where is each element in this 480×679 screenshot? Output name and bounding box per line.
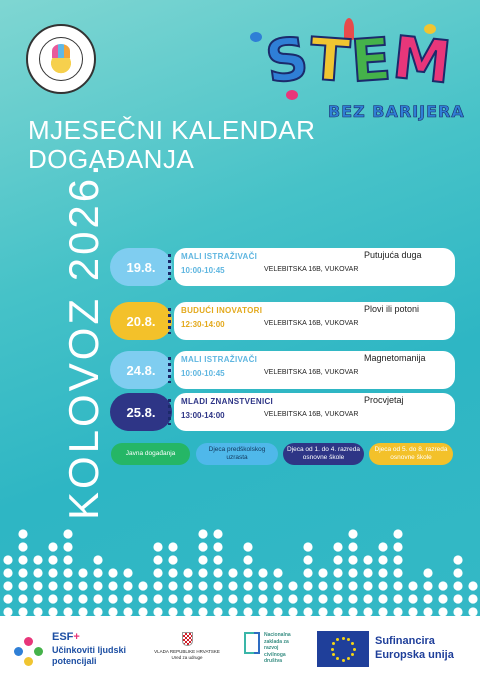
decorative-dot [33, 568, 42, 577]
esf-subtitle-line: Učinkoviti ljudski [52, 645, 127, 655]
decorative-dot [108, 581, 117, 590]
decorative-dot [303, 568, 312, 577]
decorative-dot [393, 529, 402, 538]
decorative-dot [423, 581, 432, 590]
decorative-dot [93, 581, 102, 590]
event-address: VELEBITSKA 16B, VUKOVAR [264, 369, 359, 376]
eu-text-line: Sufinancira [375, 635, 435, 647]
government-name: VLADA REPUBLIKE HRVATSKE [154, 649, 220, 654]
office-name: Ured za udruge [171, 655, 203, 660]
event-row [110, 351, 455, 389]
foundation-name-line: civilnoga [264, 651, 286, 658]
decorative-dot [348, 581, 357, 590]
decorative-dot [333, 542, 342, 551]
eu-star-icon [347, 657, 350, 660]
decorative-dot [153, 555, 162, 564]
decorative-dot [288, 594, 297, 603]
eu-star-icon [342, 637, 345, 640]
stem-logo [246, 18, 468, 128]
decorative-dot [288, 581, 297, 590]
decorative-dot [378, 568, 387, 577]
association-seal-logo [26, 24, 96, 94]
decorative-dot-pattern [0, 528, 480, 618]
decorative-dot [48, 594, 57, 603]
footer [0, 616, 480, 679]
decorative-dot [453, 555, 462, 564]
decorative-dot [138, 594, 147, 603]
eu-star-icon [332, 653, 335, 656]
decorative-dot [3, 568, 12, 577]
decorative-dot [33, 581, 42, 590]
decorative-dot [168, 581, 177, 590]
government-office-logo [152, 632, 222, 661]
event-address: VELEBITSKA 16B, VUKOVAR [264, 411, 359, 418]
decorative-dot [318, 594, 327, 603]
decorative-dot [63, 555, 72, 564]
esf-flower-icon [14, 637, 44, 667]
event-card [174, 248, 455, 286]
esf-title-text: ESF [52, 631, 74, 643]
decorative-dot [468, 581, 477, 590]
decorative-dot [408, 594, 417, 603]
legend-grades-1-4: Djeca od 1. do 4. razreda osnovne škole [283, 443, 364, 465]
decorative-dot [333, 555, 342, 564]
event-time: 12:30-14:00 [181, 320, 225, 329]
event-address: VELEBITSKA 16B, VUKOVAR [264, 320, 359, 327]
decorative-dot [303, 555, 312, 564]
decorative-dot [63, 568, 72, 577]
decorative-dot [18, 594, 27, 603]
event-date-pill: 20.8. [110, 302, 172, 340]
decorative-dot [468, 594, 477, 603]
decorative-dot [18, 542, 27, 551]
event-time: 10:00-10:45 [181, 369, 225, 378]
decorative-dot [183, 594, 192, 603]
event-name: MALI ISTRAŽIVAČI [181, 355, 258, 364]
decorative-dot [48, 568, 57, 577]
decorative-dot [213, 555, 222, 564]
stem-title [261, 23, 457, 97]
eu-star-icon [332, 642, 335, 645]
decorative-dot [243, 568, 252, 577]
decorative-dot [63, 542, 72, 551]
decorative-dot [168, 542, 177, 551]
eu-star-icon [336, 657, 339, 660]
decorative-dot [258, 594, 267, 603]
decorative-dot [213, 581, 222, 590]
esf-logo [14, 631, 134, 671]
decorative-dot [108, 568, 117, 577]
esf-plus: + [73, 631, 80, 643]
decorative-dot [213, 568, 222, 577]
decorative-dot [243, 594, 252, 603]
dotted-divider [168, 399, 171, 425]
decorative-dot [123, 568, 132, 577]
decorative-dot [123, 594, 132, 603]
decorative-dot [153, 542, 162, 551]
event-topic: Plovi ili potoni [364, 304, 420, 314]
month-label: KOLOVOZ 2026. [60, 161, 107, 520]
decorative-dot [93, 568, 102, 577]
decorative-dot [318, 568, 327, 577]
decorative-dot [33, 555, 42, 564]
decorative-dot [333, 581, 342, 590]
decorative-dot [108, 594, 117, 603]
decorative-dot [378, 542, 387, 551]
decorative-dot [393, 594, 402, 603]
decorative-dot [18, 568, 27, 577]
decorative-dot [243, 542, 252, 551]
decorative-dot [213, 542, 222, 551]
legend-grades-5-8: Djeca od 5. do 8. razreda osnovne škole [369, 443, 453, 465]
decorative-dot [3, 555, 12, 564]
decorative-dot [453, 594, 462, 603]
decorative-dot [48, 555, 57, 564]
event-topic: Procvjetaj [364, 395, 404, 405]
croatian-coat-of-arms-icon [182, 632, 193, 646]
decorative-dot [348, 542, 357, 551]
decorative-dot [63, 594, 72, 603]
decorative-dot [228, 568, 237, 577]
decorative-dot [333, 568, 342, 577]
decorative-dot [258, 581, 267, 590]
event-name: BUDUĆI INOVATORI [181, 306, 263, 315]
eu-flag-icon [317, 631, 369, 667]
event-date-pill: 19.8. [110, 248, 172, 286]
decorative-dot [18, 555, 27, 564]
decorative-dot [78, 594, 87, 603]
decorative-dot [168, 555, 177, 564]
title-line-2: DOGAĐANJA [28, 144, 195, 174]
decorative-dot [363, 568, 372, 577]
decorative-dot [423, 594, 432, 603]
event-row [110, 248, 455, 286]
decorative-dot [3, 581, 12, 590]
decorative-dot [18, 529, 27, 538]
eu-text-line: Europska unija [375, 649, 454, 661]
decorative-dot [303, 581, 312, 590]
decorative-dot [198, 542, 207, 551]
decorative-dot [123, 581, 132, 590]
esf-subtitle-line: potencijali [52, 656, 97, 666]
decorative-dot [198, 529, 207, 538]
stem-letter: S [261, 23, 315, 97]
decorative-dot [348, 594, 357, 603]
decorative-dot [378, 555, 387, 564]
decorative-dot [138, 581, 147, 590]
foundation-name [264, 632, 291, 665]
stem-subtitle: BEZ BARIJERA [328, 102, 465, 121]
esf-subtitle [52, 645, 126, 667]
foundation-name-line: razvoj [264, 645, 279, 651]
decorative-dot [408, 581, 417, 590]
decorative-dot [63, 581, 72, 590]
decorative-dot [93, 594, 102, 603]
eu-star-icon [351, 642, 354, 645]
decorative-dot [363, 581, 372, 590]
title-line-1: MJESEČNI KALENDAR [28, 115, 316, 145]
eu-star-icon [351, 653, 354, 656]
event-card [174, 351, 455, 389]
decorative-dot [78, 581, 87, 590]
event-row [110, 393, 455, 431]
event-card [174, 393, 455, 431]
foundation-bracket-icon [254, 632, 260, 654]
event-name: MALI ISTRAŽIVAČI [181, 252, 258, 261]
decorative-dot [93, 555, 102, 564]
event-row [110, 302, 455, 340]
stem-letter: M [389, 23, 457, 97]
decorative-dot [363, 594, 372, 603]
eu-cofunding-logo [317, 631, 462, 667]
decorative-dot [273, 594, 282, 603]
decorative-dot [438, 581, 447, 590]
foundation-name-line: Nacionalna [264, 632, 291, 638]
decorative-dot [168, 594, 177, 603]
esf-title [52, 631, 80, 643]
butterfly-seal-icon [39, 37, 83, 81]
event-time: 10:00-10:45 [181, 266, 225, 275]
decorative-dot [78, 568, 87, 577]
event-date-pill: 24.8. [110, 351, 172, 389]
decorative-dot [213, 594, 222, 603]
decorative-dot [153, 594, 162, 603]
decorative-dot [333, 594, 342, 603]
dotted-divider [168, 308, 171, 334]
decorative-dot [228, 594, 237, 603]
decorative-dot [348, 529, 357, 538]
dotted-divider [168, 357, 171, 383]
decorative-dot [273, 568, 282, 577]
decorative-dot [228, 581, 237, 590]
butterfly-icon [250, 32, 262, 42]
eu-cofunding-text [375, 634, 454, 662]
eu-star-icon [347, 638, 350, 641]
decorative-dot [348, 555, 357, 564]
decorative-dot [303, 542, 312, 551]
decorative-dot [33, 594, 42, 603]
stem-letter: T [307, 24, 354, 96]
decorative-dot [453, 568, 462, 577]
eu-star-icon [342, 659, 345, 662]
event-card [174, 302, 455, 340]
decorative-dot [348, 568, 357, 577]
decorative-dot [168, 568, 177, 577]
decorative-dot [363, 555, 372, 564]
decorative-dot [393, 542, 402, 551]
event-topic: Magnetomanija [364, 353, 426, 363]
decorative-dot [258, 568, 267, 577]
decorative-dot [183, 568, 192, 577]
decorative-dot [48, 542, 57, 551]
decorative-dot [153, 568, 162, 577]
decorative-dot [273, 581, 282, 590]
decorative-dot [198, 568, 207, 577]
decorative-dot [378, 594, 387, 603]
event-date-pill: 25.8. [110, 393, 172, 431]
event-topic: Putujuća duga [364, 250, 422, 260]
decorative-dot [198, 581, 207, 590]
eu-star-icon [331, 648, 334, 651]
decorative-dot [243, 581, 252, 590]
decorative-dot [153, 581, 162, 590]
decorative-dot [243, 555, 252, 564]
decorative-dot [318, 581, 327, 590]
decorative-dot [18, 581, 27, 590]
decorative-dot [393, 581, 402, 590]
decorative-dot [63, 529, 72, 538]
event-name: MLADI ZNANSTVENICI [181, 397, 274, 406]
dotted-divider [168, 254, 171, 280]
decorative-dot [378, 581, 387, 590]
stem-letter: E [349, 24, 396, 96]
legend-preschool: Djeca predškolskog uzrasta [196, 443, 278, 465]
decorative-dot [48, 581, 57, 590]
decorative-dot [393, 568, 402, 577]
decorative-dot [198, 594, 207, 603]
legend-public-events: Javna događanja [111, 443, 190, 465]
event-address: VELEBITSKA 16B, VUKOVAR [264, 266, 359, 273]
decorative-dot [183, 581, 192, 590]
decorative-dot [393, 555, 402, 564]
decorative-dot [453, 581, 462, 590]
foundation-name-line: zaklada za [264, 638, 289, 645]
eu-star-icon [353, 648, 356, 651]
decorative-dot [303, 594, 312, 603]
decorative-dot [3, 594, 12, 603]
decorative-dot [438, 594, 447, 603]
decorative-dot [213, 529, 222, 538]
event-time: 13:00-14:00 [181, 411, 225, 420]
decorative-dot [423, 568, 432, 577]
eu-star-icon [336, 638, 339, 641]
foundation-name-line: društva [264, 658, 283, 664]
decorative-dot [198, 555, 207, 564]
